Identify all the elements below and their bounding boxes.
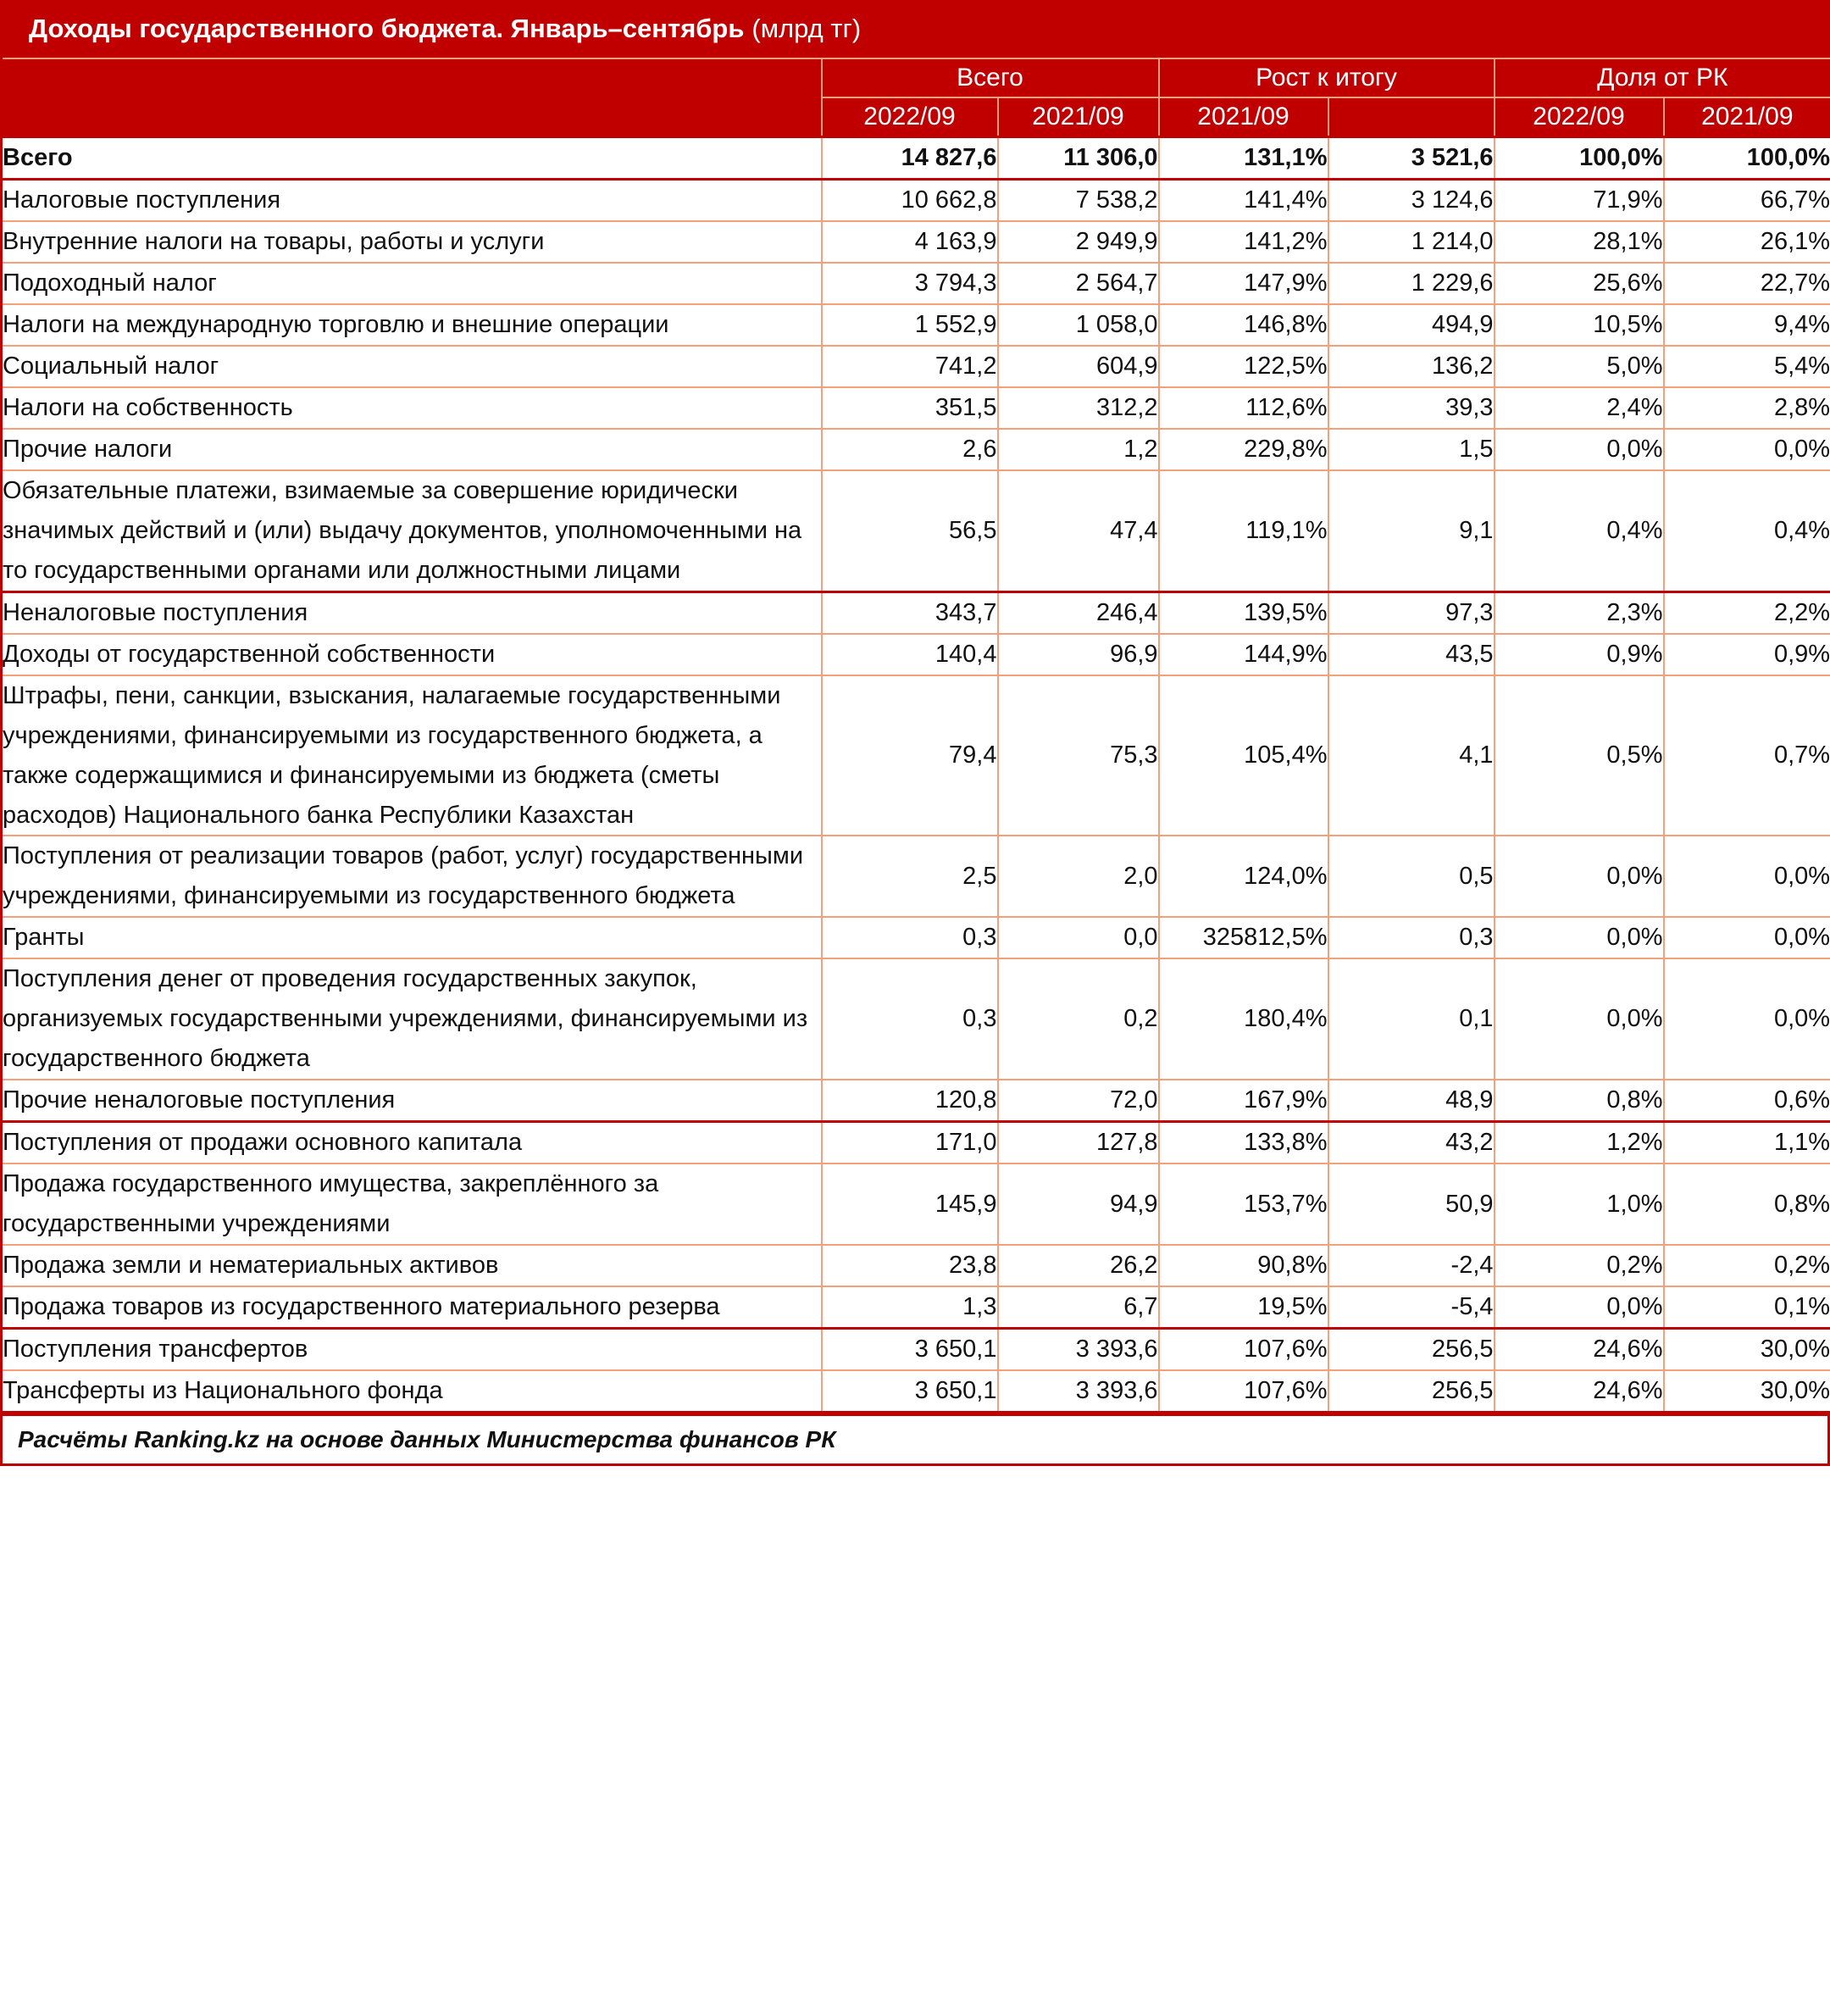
cell-growth-pct: 107,6% [1159,1329,1328,1370]
cell-share-2022: 2,4% [1494,387,1664,429]
cell-total-2021: 1,2 [998,429,1159,470]
cell-growth-abs: 3 124,6 [1328,179,1494,220]
cell-growth-abs: 48,9 [1328,1080,1494,1121]
cell-share-2021: 0,7% [1664,675,1830,836]
cell-total-2022: 14 827,6 [822,137,998,180]
cell-growth-abs: 4,1 [1328,675,1494,836]
cell-total-2021: 75,3 [998,675,1159,836]
cell-total-2021: 2,0 [998,836,1159,917]
cell-growth-pct: 153,7% [1159,1164,1328,1245]
cell-share-2022: 1,2% [1494,1122,1664,1164]
cell-total-2022: 171,0 [822,1122,998,1164]
cell-share-2022: 5,0% [1494,346,1664,387]
cell-growth-pct: 107,6% [1159,1370,1328,1412]
table-row [2,137,1830,180]
cell-total-2021: 2 564,7 [998,263,1159,304]
cell-growth-abs: 256,5 [1328,1370,1494,1412]
budget-table [0,58,1830,1413]
cell-growth-pct: 90,8% [1159,1245,1328,1286]
header-sub-share-2021: 2021/09 [1664,97,1830,137]
cell-total-2021: 127,8 [998,1122,1159,1164]
row-label: Социальный налог [2,346,822,387]
row-label: Всего [2,137,822,180]
cell-share-2022: 24,6% [1494,1329,1664,1370]
cell-total-2021: 96,9 [998,634,1159,675]
cell-share-2021: 100,0% [1664,137,1830,180]
table-footer [0,1413,1830,1466]
row-label: Налоги на международную торговлю и внешние операции [2,304,822,346]
cell-total-2022: 3 650,1 [822,1329,998,1370]
table-row [2,346,1830,387]
cell-total-2022: 2,6 [822,429,998,470]
cell-total-2022: 3 794,3 [822,263,998,304]
cell-growth-pct: 141,4% [1159,179,1328,220]
cell-share-2021: 9,4% [1664,304,1830,346]
cell-growth-abs: 256,5 [1328,1329,1494,1370]
table-row [2,263,1830,304]
cell-total-2021: 312,2 [998,387,1159,429]
header-sub-growth-2021: 2021/09 [1159,97,1328,137]
cell-growth-abs: 0,1 [1328,958,1494,1080]
cell-share-2022: 0,2% [1494,1245,1664,1286]
header-sub-share-2022: 2022/09 [1494,97,1664,137]
cell-share-2021: 30,0% [1664,1329,1830,1370]
cell-growth-abs: 1 214,0 [1328,221,1494,263]
cell-growth-pct: 229,8% [1159,429,1328,470]
cell-growth-abs: 9,1 [1328,470,1494,591]
cell-growth-pct: 112,6% [1159,387,1328,429]
header-sub-total-2021: 2021/09 [998,97,1159,137]
table-row [2,1080,1830,1121]
cell-share-2022: 0,8% [1494,1080,1664,1121]
row-label: Подоходный налог [2,263,822,304]
cell-share-2022: 0,0% [1494,836,1664,917]
cell-growth-pct: 141,2% [1159,221,1328,263]
cell-growth-pct: 133,8% [1159,1122,1328,1164]
cell-share-2021: 0,8% [1664,1164,1830,1245]
row-label: Поступления трансфертов [2,1329,822,1370]
cell-total-2022: 120,8 [822,1080,998,1121]
row-label: Обязательные платежи, взимаемые за совершение юридически значимых действий и (или) выдачу документов, уполномоченными на то государственными органами или должностными лицами [2,470,822,591]
header-group-share: Доля от РК [1494,58,1830,97]
table-title-bar [0,0,1830,58]
cell-growth-abs: 43,5 [1328,634,1494,675]
table-row [2,634,1830,675]
cell-share-2021: 0,2% [1664,1245,1830,1286]
cell-growth-pct: 131,1% [1159,137,1328,180]
cell-growth-abs: 1,5 [1328,429,1494,470]
cell-growth-abs: 39,3 [1328,387,1494,429]
cell-growth-abs: 1 229,6 [1328,263,1494,304]
table-row [2,1122,1830,1164]
cell-growth-pct: 146,8% [1159,304,1328,346]
table-row [2,1329,1830,1370]
cell-share-2022: 100,0% [1494,137,1664,180]
row-label: Штрафы, пени, санкции, взыскания, налагаемые государственными учреждениями, финансируемыми из государственного бюджета, а также содержащимися и финансируемыми из бюджета (сметы расходов) Национального банка Республики Казахстан [2,675,822,836]
cell-share-2021: 2,8% [1664,387,1830,429]
cell-growth-pct: 122,5% [1159,346,1328,387]
row-label: Поступления от реализации товаров (работ, услуг) государственными учреждениями, финансируемыми из государственного бюджета [2,836,822,917]
header-group-growth: Рост к итогу [1159,58,1494,97]
table-row [2,1164,1830,1245]
cell-share-2021: 26,1% [1664,221,1830,263]
cell-share-2022: 25,6% [1494,263,1664,304]
table-body [2,137,1830,1413]
cell-growth-abs: -5,4 [1328,1286,1494,1328]
source-note: Расчёты Ranking.kz на основе данных Министерства финансов РК [18,1426,836,1453]
row-label: Продажа государственного имущества, закреплённого за государственными учреждениями [2,1164,822,1245]
row-label: Поступления денег от проведения государственных закупок, организуемых государственными учреждениями, финансируемыми из государственного бюджета [2,958,822,1080]
table-row [2,591,1830,633]
cell-share-2022: 0,0% [1494,917,1664,958]
cell-growth-abs: 0,5 [1328,836,1494,917]
table-row [2,675,1830,836]
row-label: Доходы от государственной собственности [2,634,822,675]
row-label: Прочие налоги [2,429,822,470]
cell-total-2021: 0,0 [998,917,1159,958]
row-label: Прочие неналоговые поступления [2,1080,822,1121]
cell-total-2022: 4 163,9 [822,221,998,263]
row-label: Продажа товаров из государственного материального резерва [2,1286,822,1328]
row-label: Гранты [2,917,822,958]
row-label: Трансферты из Национального фонда [2,1370,822,1412]
table-row [2,836,1830,917]
cell-growth-pct: 119,1% [1159,470,1328,591]
cell-total-2022: 0,3 [822,958,998,1080]
cell-total-2021: 11 306,0 [998,137,1159,180]
cell-share-2022: 0,4% [1494,470,1664,591]
cell-share-2021: 0,9% [1664,634,1830,675]
cell-share-2021: 0,0% [1664,429,1830,470]
cell-growth-abs: 97,3 [1328,591,1494,633]
cell-total-2021: 6,7 [998,1286,1159,1328]
cell-share-2022: 0,0% [1494,429,1664,470]
cell-growth-abs: 494,9 [1328,304,1494,346]
header-corner-blank [2,58,822,137]
page-title: Доходы государственного бюджета. Январь–сентябрь [29,14,745,43]
cell-growth-pct: 147,9% [1159,263,1328,304]
cell-share-2022: 0,0% [1494,1286,1664,1328]
cell-share-2021: 0,1% [1664,1286,1830,1328]
cell-share-2021: 1,1% [1664,1122,1830,1164]
cell-share-2021: 0,4% [1664,470,1830,591]
header-sub-growth-abs [1328,97,1494,137]
table-header [2,58,1830,137]
header-group-total: Всего [822,58,1159,97]
cell-growth-abs: 0,3 [1328,917,1494,958]
cell-share-2022: 1,0% [1494,1164,1664,1245]
table-row [2,221,1830,263]
cell-growth-pct: 325812,5% [1159,917,1328,958]
cell-total-2021: 2 949,9 [998,221,1159,263]
cell-total-2022: 2,5 [822,836,998,917]
cell-share-2021: 0,6% [1664,1080,1830,1121]
cell-total-2022: 3 650,1 [822,1370,998,1412]
cell-growth-pct: 180,4% [1159,958,1328,1080]
row-label: Поступления от продажи основного капитала [2,1122,822,1164]
cell-total-2021: 3 393,6 [998,1329,1159,1370]
cell-total-2021: 47,4 [998,470,1159,591]
cell-total-2022: 145,9 [822,1164,998,1245]
header-sub-total-2022: 2022/09 [822,97,998,137]
cell-share-2021: 0,0% [1664,958,1830,1080]
cell-share-2021: 5,4% [1664,346,1830,387]
cell-share-2022: 0,9% [1494,634,1664,675]
cell-growth-abs: 3 521,6 [1328,137,1494,180]
table-row [2,1370,1830,1412]
cell-total-2022: 140,4 [822,634,998,675]
cell-growth-abs: 50,9 [1328,1164,1494,1245]
cell-share-2021: 30,0% [1664,1370,1830,1412]
table-row [2,958,1830,1080]
header-group-row [2,58,1830,97]
table-row [2,179,1830,220]
cell-total-2021: 604,9 [998,346,1159,387]
table-row [2,1286,1830,1328]
cell-growth-abs: 136,2 [1328,346,1494,387]
cell-total-2022: 79,4 [822,675,998,836]
cell-total-2022: 10 662,8 [822,179,998,220]
cell-share-2021: 0,0% [1664,917,1830,958]
cell-share-2022: 71,9% [1494,179,1664,220]
cell-share-2022: 28,1% [1494,221,1664,263]
table-row [2,387,1830,429]
cell-share-2021: 0,0% [1664,836,1830,917]
cell-growth-pct: 105,4% [1159,675,1328,836]
cell-total-2022: 351,5 [822,387,998,429]
table-row [2,917,1830,958]
cell-total-2021: 7 538,2 [998,179,1159,220]
cell-share-2022: 2,3% [1494,591,1664,633]
title-unit-label: (млрд тг) [751,14,862,43]
cell-growth-pct: 139,5% [1159,591,1328,633]
cell-share-2021: 2,2% [1664,591,1830,633]
cell-share-2022: 0,5% [1494,675,1664,836]
cell-total-2022: 1,3 [822,1286,998,1328]
cell-share-2021: 22,7% [1664,263,1830,304]
row-label: Продажа земли и нематериальных активов [2,1245,822,1286]
cell-total-2022: 56,5 [822,470,998,591]
cell-share-2022: 24,6% [1494,1370,1664,1412]
table-row [2,1245,1830,1286]
cell-growth-pct: 19,5% [1159,1286,1328,1328]
cell-total-2021: 0,2 [998,958,1159,1080]
row-label: Налоги на собственность [2,387,822,429]
cell-total-2022: 23,8 [822,1245,998,1286]
cell-growth-pct: 167,9% [1159,1080,1328,1121]
cell-growth-pct: 144,9% [1159,634,1328,675]
cell-total-2022: 343,7 [822,591,998,633]
table-row [2,470,1830,591]
row-label: Налоговые поступления [2,179,822,220]
cell-total-2021: 3 393,6 [998,1370,1159,1412]
cell-total-2022: 0,3 [822,917,998,958]
cell-growth-abs: -2,4 [1328,1245,1494,1286]
cell-total-2021: 26,2 [998,1245,1159,1286]
row-label: Внутренние налоги на товары, работы и услуги [2,221,822,263]
cell-total-2021: 72,0 [998,1080,1159,1121]
cell-share-2021: 66,7% [1664,179,1830,220]
cell-total-2021: 94,9 [998,1164,1159,1245]
cell-total-2021: 1 058,0 [998,304,1159,346]
cell-total-2021: 246,4 [998,591,1159,633]
row-label: Неналоговые поступления [2,591,822,633]
cell-total-2022: 741,2 [822,346,998,387]
cell-growth-pct: 124,0% [1159,836,1328,917]
cell-share-2022: 10,5% [1494,304,1664,346]
cell-total-2022: 1 552,9 [822,304,998,346]
cell-growth-abs: 43,2 [1328,1122,1494,1164]
cell-share-2022: 0,0% [1494,958,1664,1080]
table-row [2,304,1830,346]
table-row [2,429,1830,470]
